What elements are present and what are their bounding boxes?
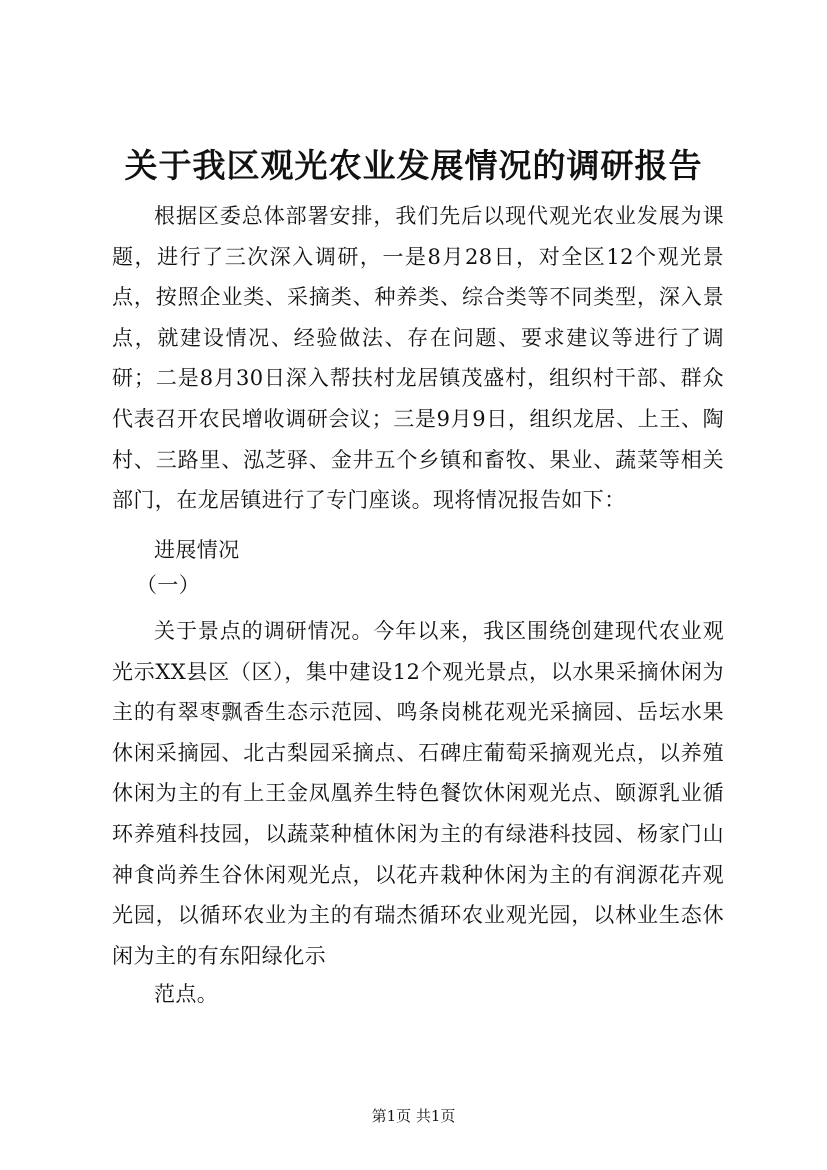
intro-paragraph: 根据区委总体部署安排，我们先后以现代观光农业发展为课题，进行了三次深入调研，一是8月28日，对全区12个观光景点，按照企业类、采摘类、种养类、综合类等不同类型，深入景点，就建设情况、经验做法、存在问题、要求建议等进行了调研；二是8月30日深入帮扶村龙居镇茂盛村，组织村干部、群众代表召开农民增收调研会议；三是9月9日，组织龙居、上王、陶村、三路里、泓芝驿、金井五个乡镇和畜牧、果业、蔬菜等相关部门，在龙居镇进行了专门座谈。现将情况报告如下： [112, 204, 724, 513]
page-footer: 第1页 共1页 [371, 1107, 456, 1125]
subsection-number: （一） [136, 573, 201, 597]
section-heading: 进展情况 [154, 538, 240, 562]
scenic-spots-paragraph: 关于景点的调研情况。今年以来，我区围绕创建现代农业观光示XX县区（区），集中建设12个观光景点，以水果采摘休闲为主的有翠枣飘香生态示范园、鸣条岗桃花观光采摘园、岳坛水果休闲采摘园、北古梨园采摘点、石碑庄葡萄采摘观光点，以养殖休闲为主的有上王金凤凰养生特色餐饮休闲观光点、颐源乳业循环养殖科技园，以蔬菜种植休闲为主的有绿港科技园、杨家门山神食尚养生谷休闲观光点，以花卉栽种休闲为主的有润源花卉观光园，以循环农业为主的有瑞杰循环农业观光园，以林业生态休闲为主的有东阳绿化示 [112, 619, 724, 968]
continuation-paragraph: 范点。 [154, 982, 219, 1006]
document-title: 关于我区观光农业发展情况的调研报告 [124, 146, 703, 185]
